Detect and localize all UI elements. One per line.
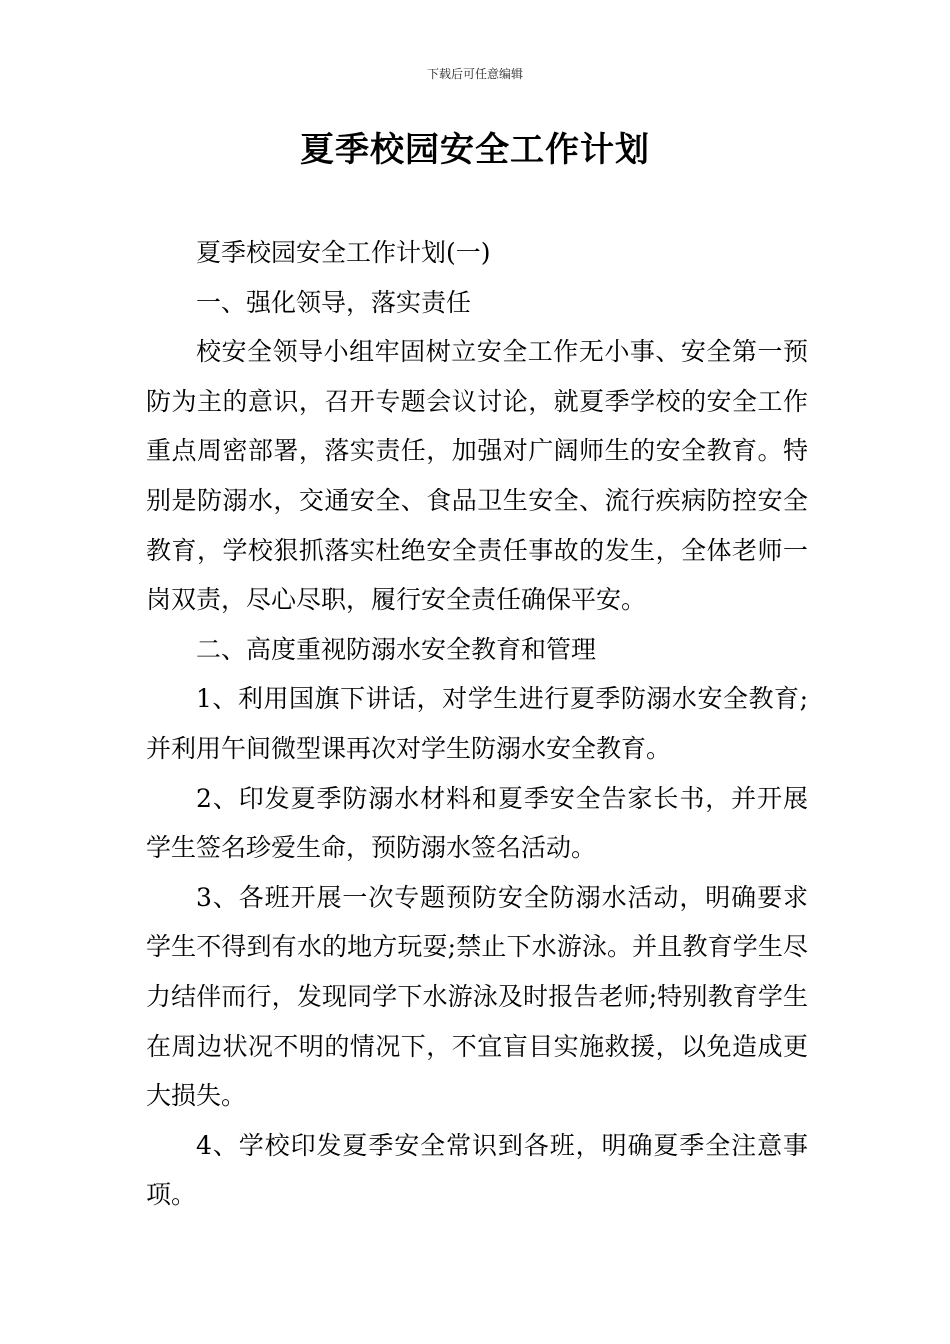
list-item-3: 3、各班开展一次专题预防安全防溺水活动，明确要求学生不得到有水的地方玩耍;禁止下水游泳。并且教育学生尽力结伴而行，发现同学下水游泳及时报告老师;特别教育学生在周边状况不明的情况下，不宜盲目实施救援，以免造成更大损失。 <box>146 882 808 1111</box>
section-heading-2: 二、高度重视防溺水安全教育和管理 <box>196 634 597 664</box>
document-title: 夏季校园安全工作计划 <box>300 130 650 170</box>
list-item-1: 1、利用国旗下讲话，对学生进行夏季防溺水安全教育;并利用午间微型课再次对学生防溺水安全教育。 <box>146 684 808 763</box>
document-body <box>146 228 808 1220</box>
body-paragraph: 校安全领导小组牢固树立安全工作无小事、安全第一预防为主的意识，召开专题会议讨论，就夏季学校的安全工作重点周密部署，落实责任，加强对广阔师生的安全教育。特别是防溺水，交通安全、食品卫生安全、流行疾病防控安全教育，学校狠抓落实杜绝安全责任事故的发生，全体老师一岗双责，尽心尽职，履行安全责任确保平安。 <box>146 337 808 615</box>
header-note: 下载后可任意编辑 <box>426 67 523 81</box>
section-heading-1: 一、强化领导，落实责任 <box>196 287 472 317</box>
list-item-4: 4、学校印发夏季安全常识到各班，明确夏季全注意事项。 <box>146 1130 808 1210</box>
list-item-2: 2、印发夏季防溺水材料和夏季安全告家长书，并开展学生签名珍爱生命，预防溺水签名活动。 <box>146 783 808 863</box>
subtitle-paragraph: 夏季校园安全工作计划(一) <box>196 238 491 267</box>
